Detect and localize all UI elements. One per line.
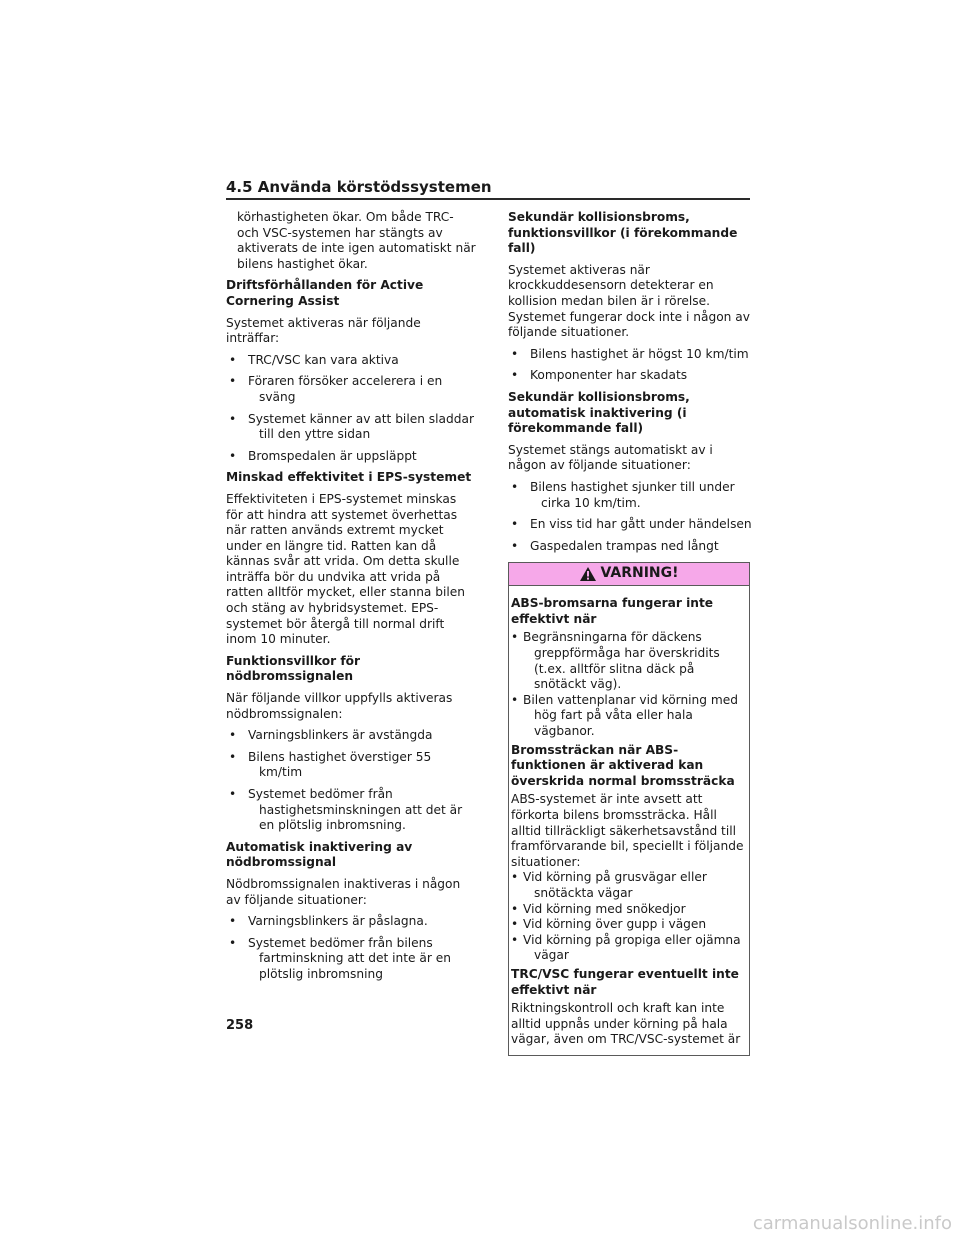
bullet-list [511, 870, 747, 964]
list-item: • TRC/VSC kan vara aktiva [226, 353, 476, 369]
list-item: • Systemet bedömer från hastighetsminskningen att det är en plötslig inbromsning. [226, 787, 476, 834]
page-number: 258 [226, 1018, 254, 1033]
warning-triangle-icon [579, 566, 597, 582]
warning-title: VARNING! [600, 565, 679, 582]
list-item: • Vid körning med snökedjor [511, 902, 747, 918]
heading-eps: Minskad effektivitet i EPS-systemet [226, 470, 472, 485]
right-column [508, 210, 752, 1056]
section-divider [226, 198, 750, 200]
list-item: • Gaspedalen trampas ned långt [508, 539, 752, 555]
section-title: 4.5 Använda körstödssystemen [226, 178, 492, 196]
bullet-list [226, 353, 476, 465]
heading-secondary-brake-deactivation: Sekundär kollisionsbroms, automatisk inaktivering (i förekommande fall) [508, 389, 690, 436]
paragraph: Riktningskontroll och kraft kan inte alltid uppnås under körning på hala vägar, även om TRC/VSC-systemet är [511, 1001, 741, 1047]
paragraph: Systemet aktiveras när krockkuddesensorn detekterar en kollision medan bilen är i rörelse. Systemet fungerar dock inte i någon av följande situationer. [508, 262, 750, 340]
paragraph: Effektiviteten i EPS-systemet minskas för att hindra att systemet överhettas när ratten används extremt mycket under en längre tid. Ratten kan då kännas svår att vrida. Om detta skulle inträffa bör du undvika att vrida på ratten alltför mycket, eller stanna bilen och stäng av hybridsystemet. EPS-systemet bör återgå till normal drift inom 10 minuter. [226, 491, 465, 647]
paragraph: När följande villkor uppfylls aktiveras nödbromssignalen: [226, 691, 453, 721]
bullet-list [508, 480, 752, 554]
list-item: • Vid körning på grusvägar eller snötäckta vägar [511, 870, 747, 901]
paragraph: Systemet aktiveras när följande inträffar: [226, 315, 421, 346]
list-item: • Varningsblinkers är påslagna. [226, 914, 476, 930]
bullet-list [226, 914, 476, 982]
paragraph: Systemet stängs automatiskt av i någon av följande situationer: [508, 442, 713, 473]
heading-auto-deactivation: Automatisk inaktivering av nödbromssignal [226, 839, 413, 870]
paragraph: Nödbromssignalen inaktiveras i någon av följande situationer: [226, 876, 461, 907]
list-item: • Bilen vattenplanar vid körning med hög fart på våta eller hala vägbanor. [511, 693, 747, 740]
list-item: • Systemet bedömer från bilens fartminskning att det inte är en plötslig inbromsning [226, 936, 476, 983]
bullet-list [508, 347, 752, 384]
bullet-list [226, 728, 476, 834]
warning-box [508, 562, 750, 1056]
list-item: • Begränsningarna för däckens greppförmåga har överskridits (t.ex. alltför slitna däck på snötäckt väg). [511, 630, 747, 692]
warning-heading-abs: ABS-bromsarna fungerar inte effektivt när [511, 596, 714, 626]
list-item: • Bromspedalen är uppsläppt [226, 449, 476, 465]
list-item: • En viss tid har gått under händelsen [508, 517, 752, 533]
left-column [226, 210, 476, 989]
warning-header [509, 563, 749, 586]
heading-emergency-signal: Funktionsvillkor för nödbromssignalen [226, 653, 361, 684]
list-item: • Föraren försöker accelerera i en sväng [226, 374, 476, 405]
list-item: • Bilens hastighet är högst 10 km/tim [508, 347, 752, 363]
list-item: • Komponenter har skadats [508, 368, 752, 384]
warning-body [509, 586, 749, 1055]
list-item: • Vid körning över gupp i vägen [511, 917, 747, 933]
bullet-list [511, 630, 747, 739]
list-item: • Varningsblinkers är avstängda [226, 728, 476, 744]
paragraph: ABS-systemet är inte avsett att förkorta bilens bromssträcka. Håll alltid tillräckligt säkerhetsavstånd till framförvarande bil, speciellt i följande situationer: [511, 792, 744, 869]
list-item: • Systemet känner av att bilen sladdar till den yttre sidan [226, 412, 476, 443]
warning-heading-braking-distance: Bromssträckan när ABS-funktionen är aktiverad kan överskrida normal bromssträcka [511, 742, 735, 788]
watermark: carmanualsonline.info [752, 1213, 952, 1234]
heading-cornering-assist: Driftsförhållanden för Active Cornering Assist [226, 278, 424, 308]
warning-heading-trc-vsc: TRC/VSC fungerar eventuellt inte effektivt när [511, 966, 739, 997]
continued-paragraph: körhastigheten ökar. Om både TRC- och VSC-systemen har stängts av aktiverats de inte igen automatiskt när bilens hastighet ökar. [237, 210, 476, 271]
heading-secondary-brake-conditions: Sekundär kollisionsbroms, funktionsvillkor (i förekommande fall) [508, 210, 738, 256]
list-item: • Bilens hastighet sjunker till under cirka 10 km/tim. [508, 480, 752, 511]
list-item: • Vid körning på gropiga eller ojämna vägar [511, 933, 747, 964]
list-item: • Bilens hastighet överstiger 55 km/tim [226, 750, 476, 781]
